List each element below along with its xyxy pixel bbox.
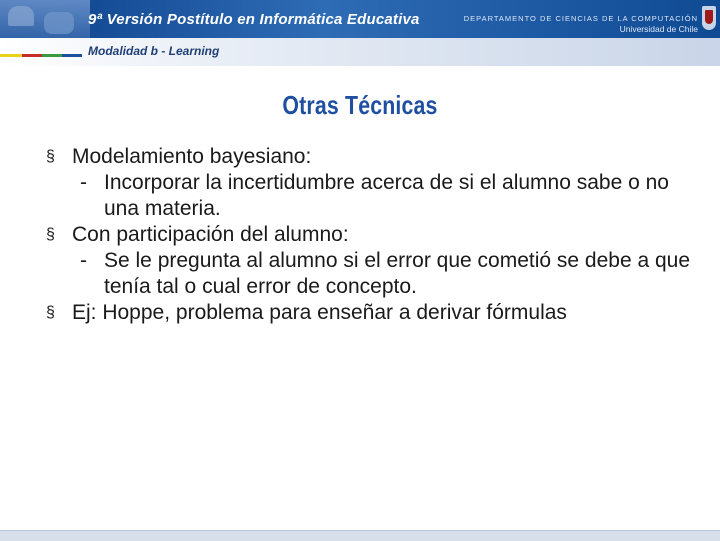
bullet-item bbox=[46, 144, 696, 170]
bullet-icon: § bbox=[46, 304, 55, 321]
banner-photo-image bbox=[0, 0, 90, 38]
footer-bar bbox=[0, 530, 720, 541]
color-stripe-red bbox=[22, 54, 42, 57]
sub-item bbox=[46, 170, 696, 222]
bullet-text: Con participación del alumno: bbox=[72, 223, 349, 246]
bullet-icon: § bbox=[46, 148, 55, 165]
slide-title: Otras Técnicas bbox=[282, 90, 438, 120]
slide-content bbox=[46, 144, 696, 326]
department-name: DEPARTAMENTO DE CIENCIAS DE LA COMPUTACIÓN bbox=[463, 14, 698, 23]
bullet-item bbox=[46, 222, 696, 248]
dash-icon: - bbox=[80, 249, 87, 272]
dash-icon: - bbox=[80, 171, 87, 194]
sub-item bbox=[46, 248, 696, 300]
bullet-icon: § bbox=[46, 226, 55, 243]
sub-text: Incorporar la incertidumbre acerca de si el alumno sabe o no una materia. bbox=[104, 171, 669, 220]
color-stripe-green bbox=[42, 54, 62, 57]
photo-shape bbox=[8, 6, 34, 26]
bullet-item bbox=[46, 300, 696, 326]
program-title: 9ª Versión Postítulo en Informática Educativa bbox=[88, 11, 420, 28]
header-banner bbox=[0, 0, 720, 38]
color-stripe-yellow bbox=[0, 54, 22, 57]
photo-shape bbox=[44, 12, 74, 34]
university-name: Universidad de Chile bbox=[619, 24, 698, 34]
modality-label: Modalidad b - Learning bbox=[88, 44, 220, 58]
seal-inner bbox=[705, 10, 713, 24]
university-seal-icon bbox=[702, 6, 716, 30]
color-stripe-blue bbox=[62, 54, 82, 57]
bullet-text: Ej: Hoppe, problema para enseñar a derivar fórmulas bbox=[72, 301, 567, 324]
sub-text: Se le pregunta al alumno si el error que cometió se debe a que tenía tal o cual error de concepto. bbox=[104, 249, 691, 298]
bullet-text: Modelamiento bayesiano: bbox=[72, 145, 312, 168]
